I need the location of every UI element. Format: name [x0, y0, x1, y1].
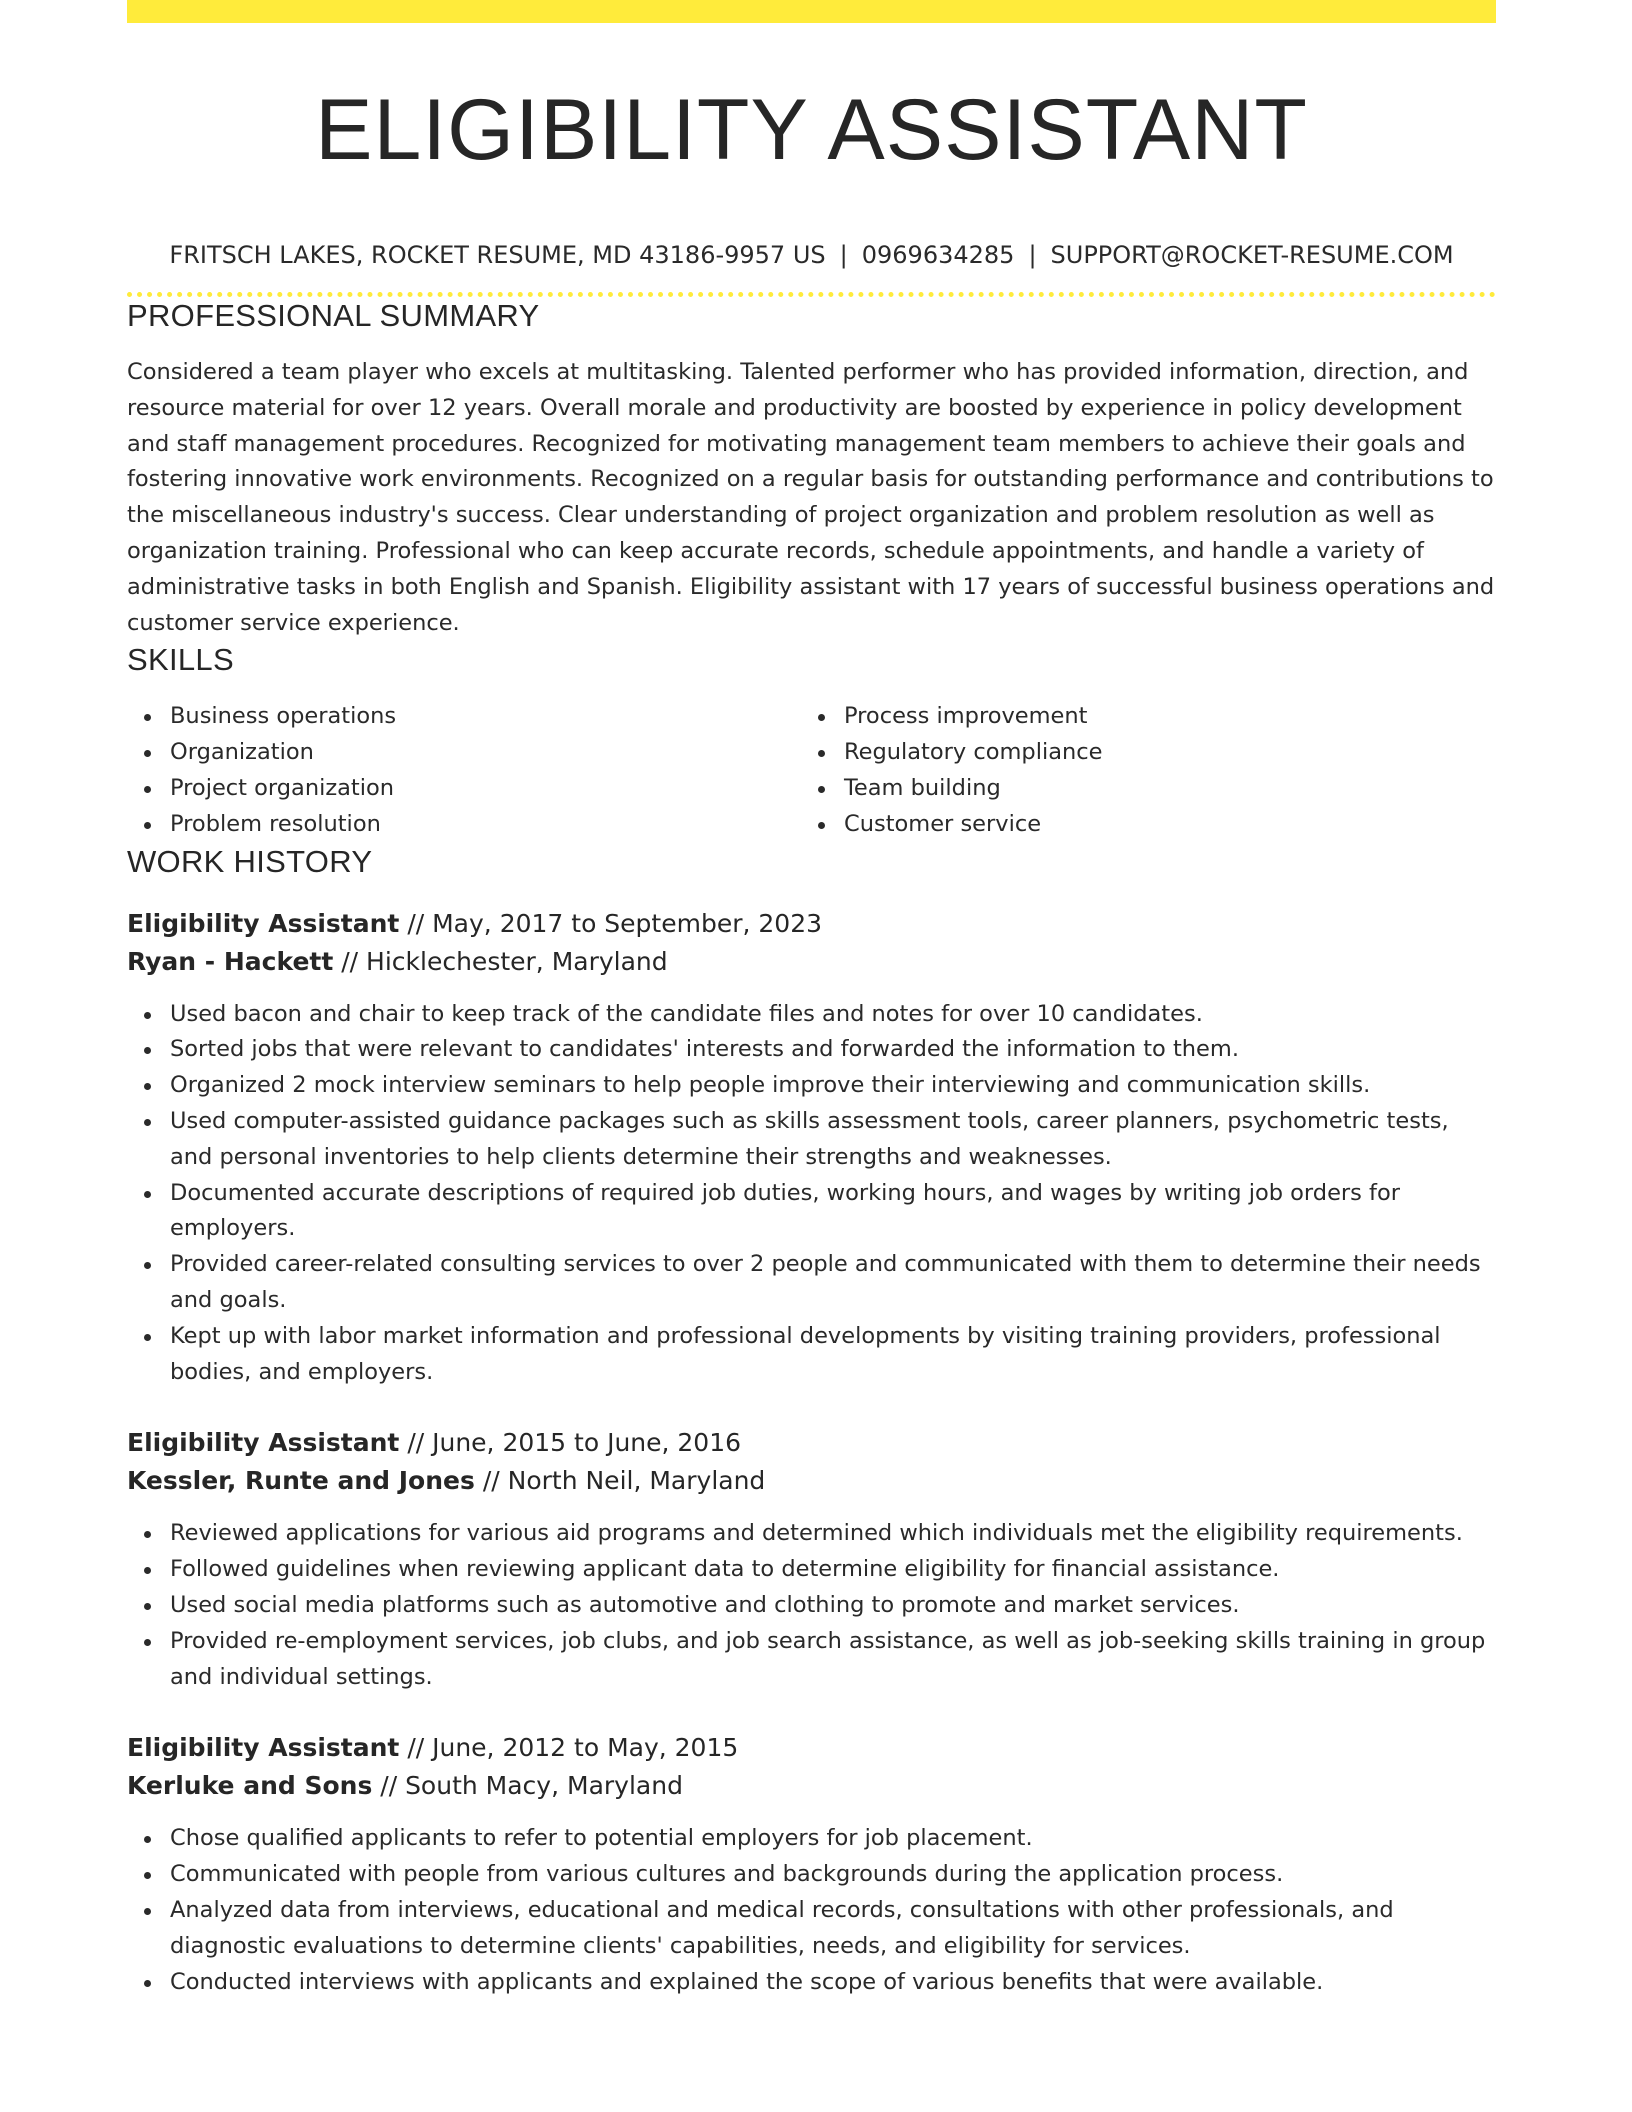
skills-column-left: [127, 699, 801, 842]
job-bullet: Conducted interviews with applicants and explained the scope of various benefits that were available.: [127, 1965, 1496, 2001]
job-company-line: [127, 943, 1496, 981]
summary-text: Considered a team player who excels at multitasking. Talented performer who has provided information, direction, and resource material for over 12 years. Overall morale and productivity are boosted by experience in policy development and staff management procedures. Recognized for motivating management team members to achieve their goals and fostering innovative work environments. Recognized on a regular basis for outstanding performance and contributions to the miscellaneous industry's success. Clear understanding of project organization and problem resolution as well as organization training. Professional who can keep accurate records, schedule appointments, and handle a variety of administrative tasks in both English and Spanish. Eligibility assistant with 17 years of successful business operations and customer service experience.: [127, 359, 1495, 636]
job-entry: [127, 1424, 1496, 1695]
job-location: // South Macy, Maryland: [372, 1771, 683, 1801]
job-bullet: Analyzed data from interviews, educational and medical records, consultations with other professionals, and diagnostic evaluations to determine clients' capabilities, needs, and eligibility for services.: [127, 1893, 1496, 1965]
job-location: // North Neil, Maryland: [474, 1466, 766, 1496]
job-title: Eligibility Assistant: [127, 908, 400, 938]
skill-item: Problem resolution: [127, 807, 801, 843]
skills-column-right: [801, 699, 1475, 842]
job-company: Ryan - Hackett: [127, 946, 334, 976]
contact-phone: 0969634285: [861, 241, 1015, 269]
work-history-heading: WORK HISTORY: [127, 843, 373, 879]
skills-heading: SKILLS: [127, 642, 234, 678]
skills-list: [127, 699, 1496, 842]
job-bullet: Sorted jobs that were relevant to candidates' interests and forwarded the information to them.: [127, 1032, 1496, 1068]
job-bullet: Reviewed applications for various aid programs and determined which individuals met the eligibility requirements.: [127, 1516, 1496, 1552]
job-bullet: Used bacon and chair to keep track of the candidate files and notes for over 10 candidates.: [127, 997, 1496, 1033]
job-bullet: Provided re-employment services, job clubs, and job search assistance, as well as job-seeking skills training in group and individual settings.: [127, 1624, 1496, 1696]
skill-item: Regulatory compliance: [801, 735, 1475, 771]
job-location: // Hicklechester, Maryland: [333, 946, 668, 976]
resume-name: ELIGIBILITY ASSISTANT: [315, 82, 1308, 178]
job-bullets: [127, 1516, 1496, 1695]
job-entry: [127, 1729, 1496, 2000]
job-company-line: [127, 1767, 1496, 1805]
job-dates: // June, 2015 to June, 2016: [399, 1428, 742, 1458]
job-bullet: Documented accurate descriptions of required job duties, working hours, and wages by writing job orders for employers.: [127, 1176, 1496, 1248]
resume-page: [127, 0, 1496, 2000]
job-bullet: Used computer-assisted guidance packages such as skills assessment tools, career planners, psychometric tests, and personal inventories to help clients determine their strengths and weaknesses.: [127, 1104, 1496, 1176]
job-bullet: Kept up with labor market information and professional developments by visiting training providers, professional bodies, and employers.: [127, 1319, 1496, 1391]
skill-item: Team building: [801, 771, 1475, 807]
contact-separator: |: [1028, 241, 1037, 269]
job-title-line: [127, 1729, 1496, 1767]
accent-top-bar: [127, 0, 1496, 23]
job-bullet: Provided career-related consulting services to over 2 people and communicated with them to determine their needs and goals.: [127, 1247, 1496, 1319]
job-title-line: [127, 905, 1496, 943]
job-bullet: Chose qualified applicants to refer to potential employers for job placement.: [127, 1821, 1496, 1857]
job-title: Eligibility Assistant: [127, 1428, 400, 1458]
job-bullets: [127, 1821, 1496, 2000]
job-dates: // June, 2012 to May, 2015: [399, 1733, 739, 1763]
job-bullets: [127, 997, 1496, 1391]
job-company: Kessler, Runte and Jones: [127, 1466, 475, 1496]
job-entry: [127, 905, 1496, 1391]
skill-item: Customer service: [801, 807, 1475, 843]
contact-line: [127, 240, 1496, 270]
job-title-line: [127, 1424, 1496, 1462]
skill-item: Project organization: [127, 771, 801, 807]
skill-item: Business operations: [127, 699, 801, 735]
job-dates: // May, 2017 to September, 2023: [399, 908, 823, 938]
job-title: Eligibility Assistant: [127, 1733, 400, 1763]
skill-item: Process improvement: [801, 699, 1475, 735]
contact-email[interactable]: SUPPORT@ROCKET-RESUME.COM: [1050, 241, 1454, 269]
job-bullet: Followed guidelines when reviewing applicant data to determine eligibility for financial assistance.: [127, 1552, 1496, 1588]
contact-address: FRITSCH LAKES, ROCKET RESUME, MD 43186-9957 US: [169, 241, 826, 269]
job-company: Kerluke and Sons: [127, 1771, 373, 1801]
job-company-line: [127, 1462, 1496, 1500]
skill-item: Organization: [127, 735, 801, 771]
job-bullet: Communicated with people from various cultures and backgrounds during the application process.: [127, 1857, 1496, 1893]
job-bullet: Organized 2 mock interview seminars to help people improve their interviewing and communication skills.: [127, 1068, 1496, 1104]
job-bullet: Used social media platforms such as automotive and clothing to promote and market services.: [127, 1588, 1496, 1624]
contact-separator: |: [839, 241, 848, 269]
summary-heading: PROFESSIONAL SUMMARY: [127, 298, 540, 333]
